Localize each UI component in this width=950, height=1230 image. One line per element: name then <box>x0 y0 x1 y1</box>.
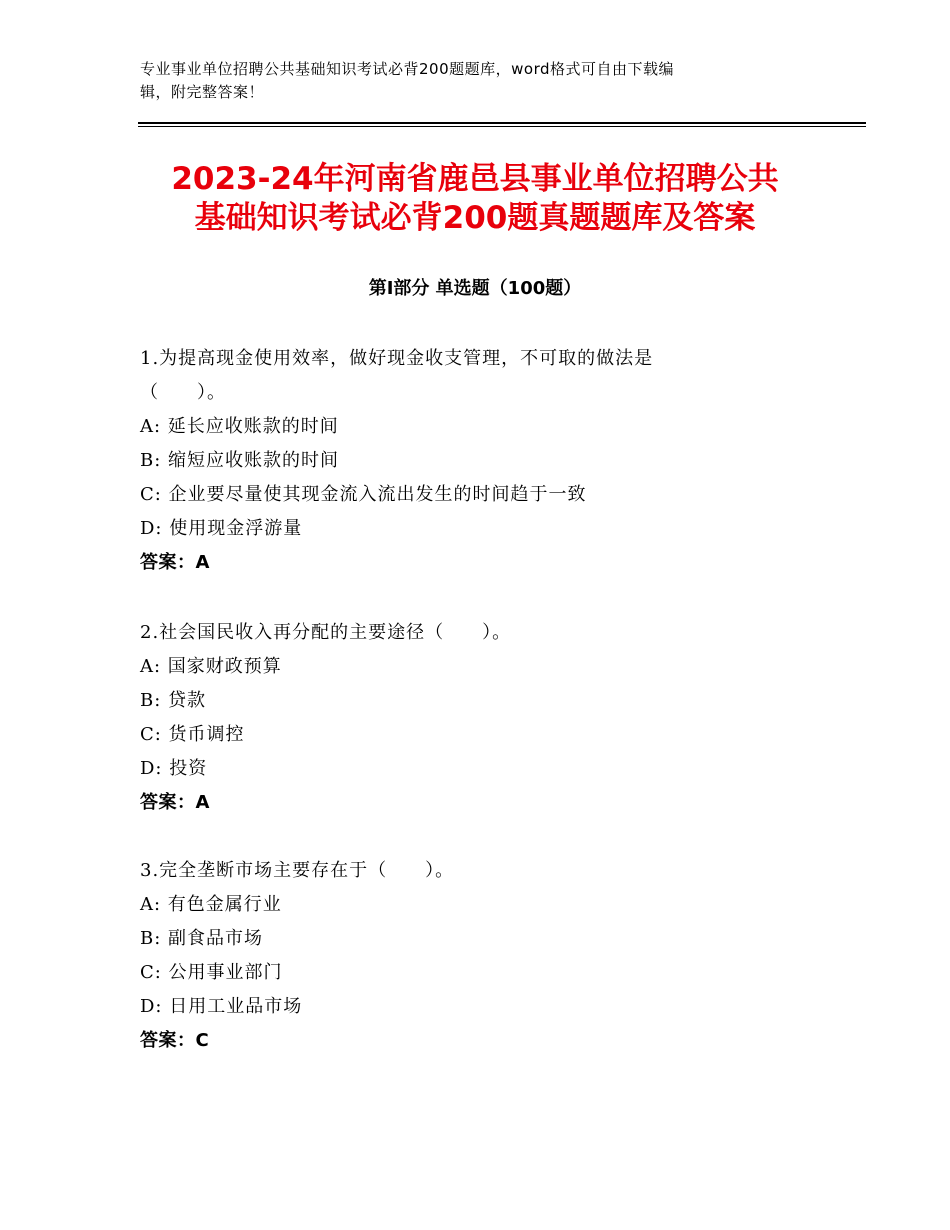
header-note-line-2: 辑，附完整答案！ <box>140 83 265 101</box>
option-c: C: 货币调控 <box>140 724 245 745</box>
option-a: A: 有色金属行业 <box>140 894 282 915</box>
question-2 <box>140 616 780 820</box>
option-a: A: 国家财政预算 <box>140 656 282 677</box>
question-stem: 2.社会国民收入再分配的主要途径（ ）。 <box>140 622 512 643</box>
question-stem: 3.完全垄断市场主要存在于（ ）。 <box>140 860 455 881</box>
header-divider-thin <box>138 126 866 127</box>
option-b: B: 缩短应收账款的时间 <box>140 450 340 471</box>
document-title-line-2: 基础知识考试必背200题真题题库及答案 <box>194 200 756 236</box>
question-3 <box>140 854 780 1058</box>
answer-line: 答案：A <box>140 552 210 573</box>
option-a: A: 延长应收账款的时间 <box>140 416 339 437</box>
option-c: C: 企业要尽量使其现金流入流出发生的时间趋于一致 <box>140 484 587 505</box>
question-stem-continued: （ ）。 <box>140 382 226 403</box>
document-title <box>100 160 850 238</box>
option-b: B: 贷款 <box>140 690 207 711</box>
option-b: B: 副食品市场 <box>140 928 264 949</box>
option-c: C: 公用事业部门 <box>140 962 283 983</box>
question-1 <box>140 342 780 580</box>
header-divider-thick <box>138 122 866 124</box>
answer-line: 答案：C <box>140 1030 210 1051</box>
question-stem: 1.为提高现金使用效率，做好现金收支管理，不可取的做法是 <box>140 348 654 369</box>
option-d: D: 使用现金浮游量 <box>140 518 303 539</box>
answer-line: 答案：A <box>140 792 210 813</box>
header-note-line-1: 专业事业单位招聘公共基础知识考试必背200题题库，word格式可自由下载编 <box>140 60 675 78</box>
document-title-line-1: 2023-24年河南省鹿邑县事业单位招聘公共 <box>171 161 779 197</box>
section-heading: 第Ⅰ部分 单选题（100题） <box>368 278 582 299</box>
option-d: D: 投资 <box>140 758 208 779</box>
header-note <box>140 58 790 104</box>
option-d: D: 日用工业品市场 <box>140 996 303 1017</box>
